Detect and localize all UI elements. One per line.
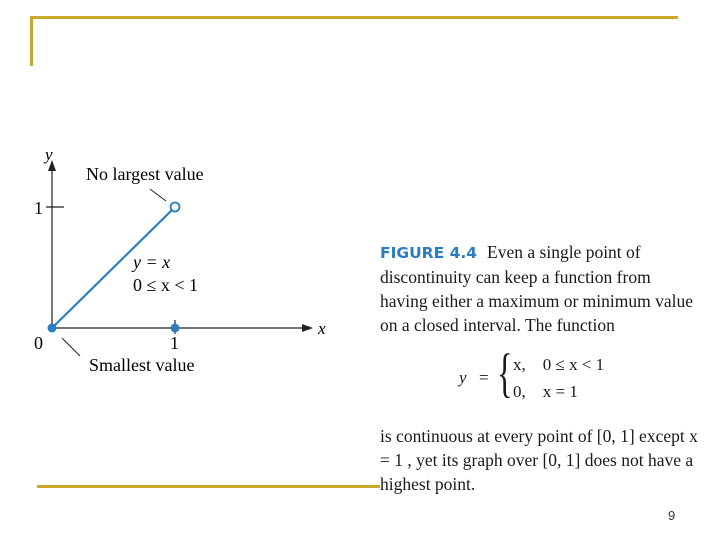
x-axis-label: x — [318, 319, 326, 338]
piecewise-function — [457, 343, 657, 412]
y-axis-label: y — [45, 145, 53, 164]
x-tick-label-1: 1 — [170, 333, 179, 353]
caption-text: Even a single point of discontinuity can keep a function from having either a maximum or minimum value on a closed interval. The function — [380, 242, 693, 335]
left-brace: { — [497, 343, 513, 403]
annotation-no-largest: No largest value — [86, 164, 204, 184]
annotation-smallest: Smallest value — [89, 355, 195, 375]
caption-continuation: is continuous at every point of [0, 1] except x = 1 , yet its graph over [0, 1] does not have a highest point. — [380, 426, 698, 494]
piecewise-row-2: 0, x = 1 — [513, 382, 578, 401]
line-domain: 0 ≤ x < 1 — [133, 275, 199, 295]
piecewise-row-1: x, 0 ≤ x < 1 — [513, 355, 605, 374]
x-tick-label-0: 0 — [34, 333, 43, 353]
page-number: 9 — [668, 508, 676, 523]
leader-no-largest — [150, 189, 166, 201]
x-axis-arrow — [302, 324, 313, 332]
piecewise-equals: = — [479, 368, 489, 387]
figure-label: FIGURE 4.4 — [380, 244, 478, 262]
closed-point-origin — [48, 324, 57, 333]
line-equation: y = x — [133, 252, 171, 272]
piecewise-lhs: y — [459, 368, 467, 387]
figure-caption — [380, 240, 700, 337]
y-tick-label-1: 1 — [34, 198, 43, 218]
open-endpoint — [171, 203, 180, 212]
closed-point-x1 — [171, 324, 180, 333]
leader-smallest — [62, 338, 80, 356]
